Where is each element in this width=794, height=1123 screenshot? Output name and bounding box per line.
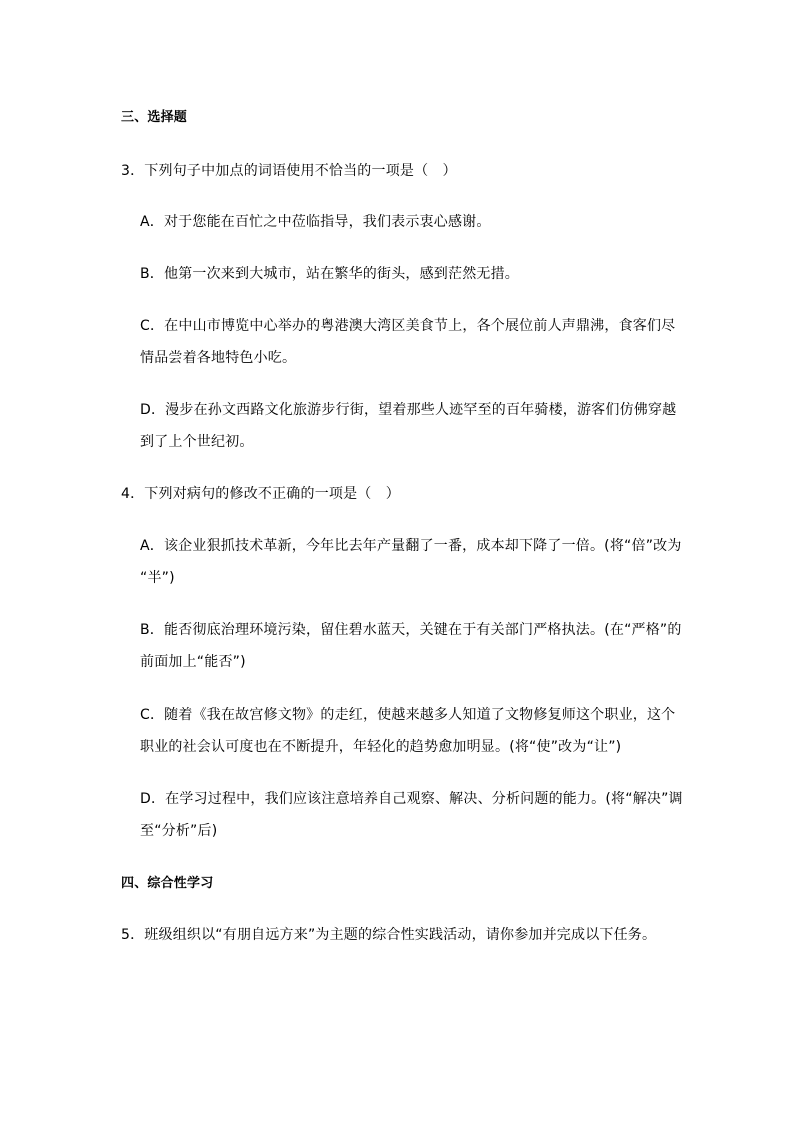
question-4-stem: 4．下列对病句的修改不正确的一项是（ ） (121, 486, 400, 502)
question-4-option-d-line-2: 至“分析”后) (140, 823, 218, 839)
question-3-option-c-line-1: C．在中山市博览中心举办的粤港澳大湾区美食节上，各个展位前人声鼎沸，食客们尽 (140, 318, 676, 334)
question-4-option-b-line-2: 前面加上“能否”) (140, 654, 246, 670)
question-3-option-c-line-2: 情品尝着各地特色小吃。 (140, 350, 297, 366)
question-4-option-c-line-1: C．随着《我在故宫修文物》的走红，使越来越多人知道了文物修复师这个职业，这个 (140, 707, 676, 723)
question-4-option-d-line-1: D．在学习过程中，我们应该注意培养自己观察、解决、分析问题的能力。(将“解决”调 (140, 791, 683, 807)
question-4-option-b-line-1: B．能否彻底治理环境污染，留住碧水蓝天，关键在于有关部门严格执法。(在“严格”的 (140, 622, 682, 638)
question-4-option-a-line-1: A．该企业狠抓技术革新，今年比去年产量翻了一番，成本却下降了一倍。(将“倍”改为 (140, 538, 682, 554)
question-5-stem: 5．班级组织以“有朋自远方来”为主题的综合性实践活动，请你参加并完成以下任务。 (121, 927, 657, 943)
section-heading-choice: 三、选择题 (121, 110, 188, 125)
question-4-option-a-line-2: “半”) (140, 570, 175, 586)
question-3-option-b: B．他第一次来到大城市，站在繁华的街头，感到茫然无措。 (140, 266, 520, 282)
question-3-option-d-line-2: 到了上个世纪初。 (140, 434, 254, 450)
question-3-option-a: A．对于您能在百忙之中莅临指导，我们表示衷心感谢。 (140, 214, 491, 230)
section-heading-comprehensive: 四、综合性学习 (121, 876, 214, 891)
question-4-option-c-line-2: 职业的社会认可度也在不断提升，年轻化的趋势愈加明显。(将“使”改为“让”) (140, 739, 622, 755)
question-3-option-d-line-1: D．漫步在孙文西路文化旅游步行街，望着那些人迹罕至的百年骑楼，游客们仿佛穿越 (140, 402, 677, 418)
question-3-stem: 3．下列句子中加点的词语使用不恰当的一项是（ ） (121, 163, 457, 179)
